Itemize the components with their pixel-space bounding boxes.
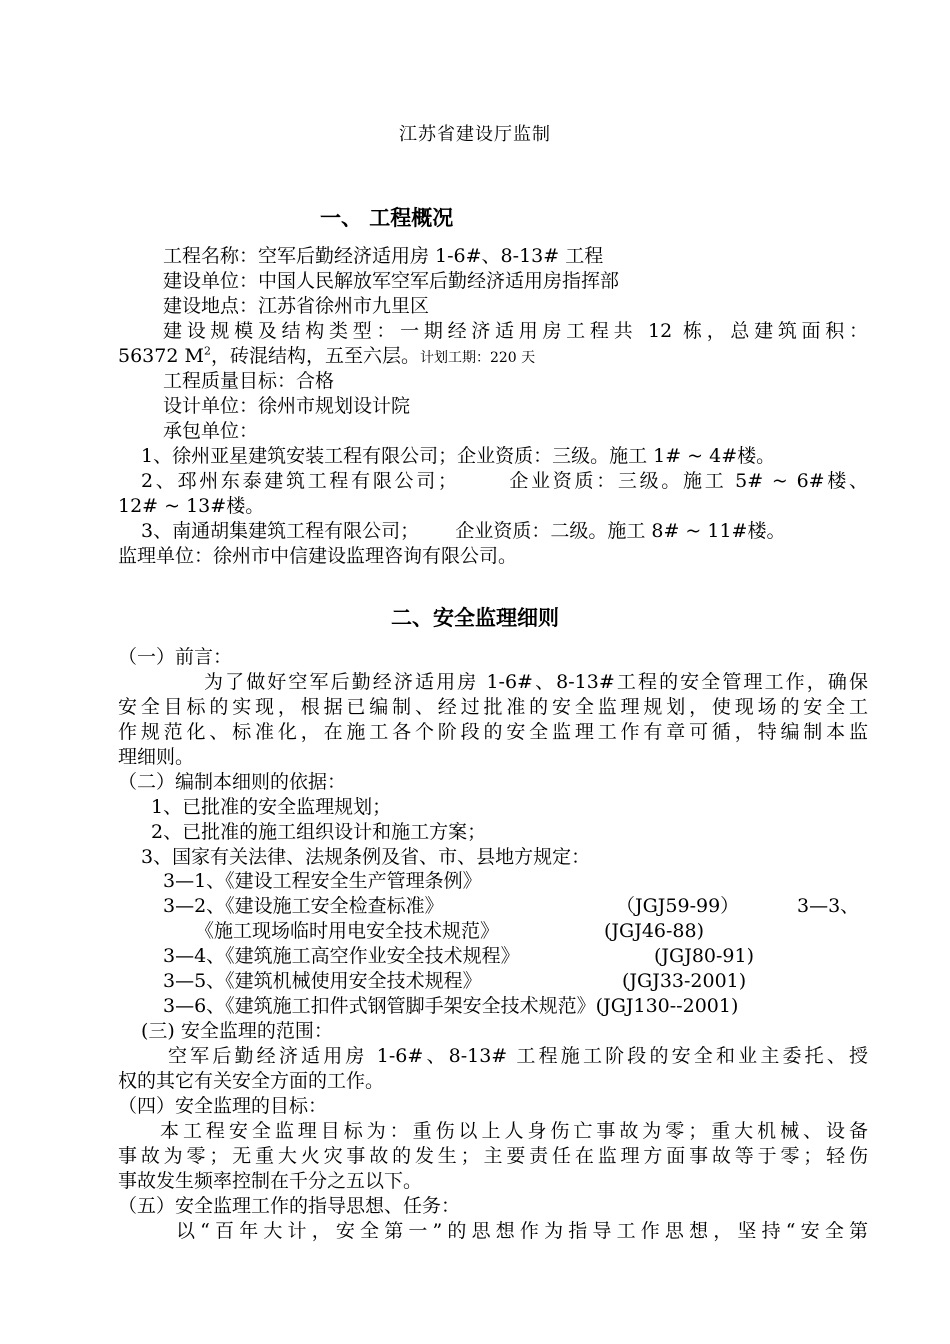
goal-line-3: 事故发生频率控制在千分之五以下。 (118, 1170, 423, 1192)
regulation-5: 3—5、《建筑机械使用安全技术规程》 (163, 970, 482, 992)
scale-line-1: 建设规模及结构类型：一期经济适用房工程共 12 栋，总建筑面积： (163, 320, 868, 342)
project-name: 工程名称：空军后勤经济适用房 1-6#、8-13# 工程 (163, 245, 604, 267)
contractor-1: 1、徐州亚星建筑安装工程有限公司；企业资质：三级。施工 1# ~ 4#楼。 (141, 445, 776, 467)
regulation-3-code: (JGJ46-88) (604, 920, 705, 942)
contractor-2-line-1: 2、邳州东泰建筑工程有限公司； 企业资质：三级。施工 5# ~ 6#楼、 (141, 470, 868, 492)
document-header: 江苏省建设厅监制 (399, 124, 551, 145)
location: 建设地点：江苏省徐州市九里区 (163, 295, 430, 317)
scale-area: 56372 M (118, 345, 204, 367)
regulation-5-code: (JGJ33-2001) (622, 970, 747, 992)
regulation-1: 3—1、《建设工程安全生产管理条例》 (163, 870, 482, 892)
contractor-2-line-2: 12# ~ 13#楼。 (118, 495, 265, 517)
regulation-2-code: （JGJ59-99） (616, 895, 740, 917)
scope-heading: (三) 安全监理的范围： (141, 1020, 333, 1042)
basis-heading: （二）编制本细则的依据： (118, 771, 347, 793)
regulation-4: 3—4、《建筑施工高空作业安全技术规程》 (163, 945, 520, 967)
regulation-3-number: 3—3、 (797, 895, 860, 917)
goal-heading: （四）安全监理的目标： (118, 1095, 328, 1117)
goal-line-2: 事故为零；无重大火灾事故的发生；主要责任在监理方面事故等于零；轻伤 (118, 1145, 868, 1167)
scope-line-2: 权的其它有关安全方面的工作。 (118, 1070, 385, 1092)
section-title-safety: 二、安全监理细则 (391, 606, 559, 630)
preface-line-1: 为了做好空军后勤经济适用房 1-6#、8-13#工程的安全管理工作，确保 (204, 671, 868, 693)
preface-heading: （一）前言： (118, 646, 233, 668)
scale-line-2 (118, 344, 868, 370)
regulation-3: 《施工现场临时用电安全技术规范》 (195, 920, 500, 942)
contractor-label: 承包单位： (163, 420, 259, 442)
regulation-6: 3—6、《建筑施工扣件式钢管脚手架安全技术规范》(JGJ130--2001) (163, 995, 739, 1017)
preface-line-3: 作规范化、标准化，在施工各个阶段的安全监理工作有章可循，特编制本监 (118, 721, 868, 743)
contractor-3: 3、南通胡集建筑工程有限公司； 企业资质：二级。施工 8# ~ 11#楼。 (141, 520, 786, 542)
guide-line-1: 以“百年大计，安全第一”的思想作为指导工作思想，坚持“安全第 (176, 1220, 868, 1242)
preface-line-4: 理细则。 (118, 746, 195, 768)
regulation-2: 3—2、《建设施工安全检查标准》 (163, 895, 444, 917)
goal-line-1: 本工程安全监理目标为：重伤以上人身伤亡事故为零；重大机械、设备 (160, 1120, 868, 1142)
basis-1: 1、已批准的安全监理规划； (151, 796, 392, 818)
owner: 建设单位：中国人民解放军空军后勤经济适用房指挥部 (163, 270, 620, 292)
guide-heading: （五）安全监理工作的指导思想、任务： (118, 1195, 461, 1217)
quality-target: 工程质量目标：合格 (163, 370, 335, 392)
scale-rest: ，砖混结构，五至六层。 (210, 345, 420, 367)
preface-line-2: 安全目标的实现，根据已编制、经过批准的安全监理规划，使现场的安全工 (118, 696, 868, 718)
regulation-4-code: (JGJ80-91) (654, 945, 755, 967)
section-title-overview: 一、 工程概况 (320, 206, 454, 230)
designer: 设计单位：徐州市规划设计院 (163, 395, 411, 417)
scale-period: 计划工期：220 天 (419, 350, 536, 366)
basis-2: 2、已批准的施工组织设计和施工方案； (151, 821, 487, 843)
basis-3: 3、国家有关法律、法规条例及省、市、县地方规定： (141, 846, 591, 868)
supervisor: 监理单位：徐州市中信建设监理咨询有限公司。 (118, 545, 518, 567)
scale-area-sup: 2 (203, 344, 211, 358)
scope-line-1: 空军后勤经济适用房 1-6#、8-13# 工程施工阶段的安全和业主委托、授 (168, 1045, 868, 1067)
